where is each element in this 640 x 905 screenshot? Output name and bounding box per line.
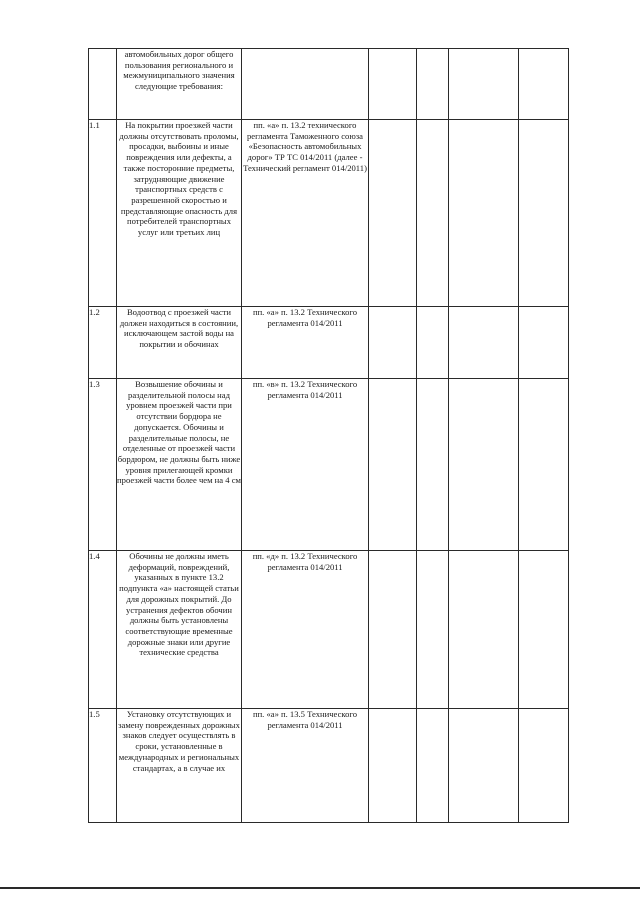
requirement-cell: автомобильных дорог общего пользования регионального и межмуниципального значения следующие требования: [117, 49, 242, 120]
empty-cell [449, 551, 519, 709]
row-number: 1.2 [89, 307, 117, 379]
empty-cell [369, 551, 417, 709]
row-number: 1.1 [89, 120, 117, 307]
empty-cell [519, 379, 569, 551]
table-row [89, 49, 569, 120]
requirement-cell: Возвышение обочины и разделительной полосы над уровнем проезжей части при отсутствии бордюра не допускается. Обочины и разделительные полосы, не отделенные от проезжей части бордюром, не должны быть ниже уровня прилегающей кромки проезжей части более чем на 4 см [117, 379, 242, 551]
empty-cell [417, 551, 449, 709]
row-number [89, 49, 117, 120]
reference-cell: пп. «а» п. 13.5 Технического регламента 014/2011 [242, 709, 369, 823]
reference-cell: пп. «в» п. 13.2 Технического регламента 014/2011 [242, 379, 369, 551]
empty-cell [449, 379, 519, 551]
footer-rule [0, 887, 640, 889]
empty-cell [449, 120, 519, 307]
row-number: 1.4 [89, 551, 117, 709]
row-number: 1.3 [89, 379, 117, 551]
empty-cell [519, 551, 569, 709]
table-row [89, 379, 569, 551]
empty-cell [519, 307, 569, 379]
requirement-cell: На покрытии проезжей части должны отсутствовать проломы, просадки, выбоины и иные повреждения или дефекты, а также посторонние предметы, затрудняющие движение транспортных средств с разрешенной скоростью и представляющие опасность для потребителей транспортных услуг или третьих лиц [117, 120, 242, 307]
empty-cell [369, 709, 417, 823]
requirement-cell: Установку отсутствующих и замену поврежденных дорожных знаков следует осуществлять в сроки, установленные в международных и региональных стандартах, а в случае их [117, 709, 242, 823]
empty-cell [449, 307, 519, 379]
reference-cell: пп. «а» п. 13.2 технического регламента Таможенного союза «Безопасность автомобильных дорог» ТР ТС 014/2011 (далее - Технический регламент 014/2011) [242, 120, 369, 307]
requirement-cell: Водоотвод с проезжей части должен находиться в состоянии, исключающем застой воды на покрытии и обочинах [117, 307, 242, 379]
empty-cell [417, 49, 449, 120]
table-row [89, 709, 569, 823]
table-row [89, 307, 569, 379]
requirements-table [88, 48, 569, 823]
empty-cell [417, 709, 449, 823]
empty-cell [519, 709, 569, 823]
empty-cell [417, 307, 449, 379]
requirement-cell: Обочины не должны иметь деформаций, повреждений, указанных в пункте 13.2 подпункта «а» настоящей статьи для дорожных покрытий. До устранения дефектов обочин должны быть установлены соответствующие временные дорожные знаки или другие технические средства [117, 551, 242, 709]
row-number: 1.5 [89, 709, 117, 823]
empty-cell [449, 709, 519, 823]
empty-cell [417, 379, 449, 551]
table-row [89, 120, 569, 307]
empty-cell [449, 49, 519, 120]
empty-cell [519, 49, 569, 120]
empty-cell [369, 49, 417, 120]
empty-cell [369, 379, 417, 551]
reference-cell: пп. «д» п. 13.2 Технического регламента 014/2011 [242, 551, 369, 709]
table-row [89, 551, 569, 709]
reference-cell [242, 49, 369, 120]
empty-cell [369, 307, 417, 379]
empty-cell [519, 120, 569, 307]
reference-cell: пп. «а» п. 13.2 Технического регламента 014/2011 [242, 307, 369, 379]
empty-cell [369, 120, 417, 307]
empty-cell [417, 120, 449, 307]
